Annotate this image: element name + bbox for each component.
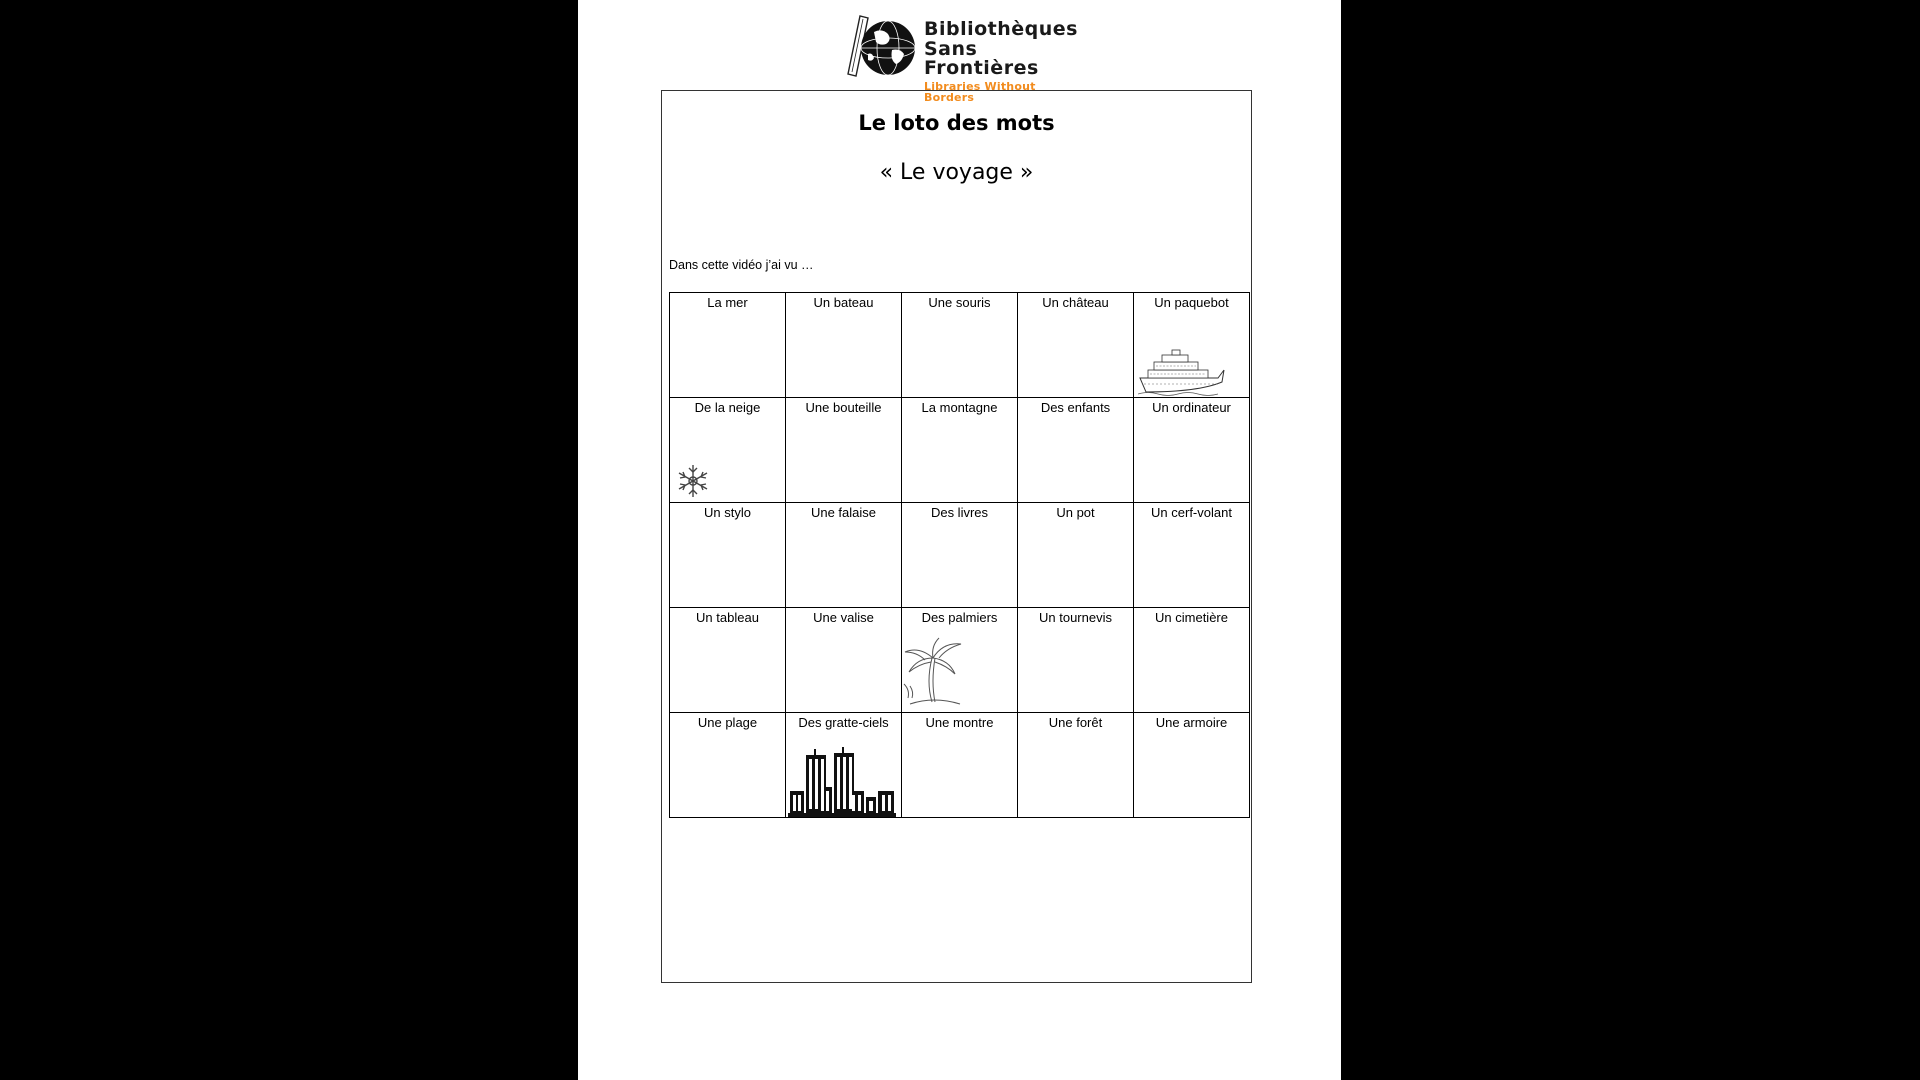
cell-label: Une bouteille	[805, 400, 882, 415]
cell-label: Des livres	[930, 505, 989, 520]
cell-label: Un stylo	[704, 505, 751, 520]
grid-cell	[670, 713, 786, 818]
grid-row	[670, 293, 1250, 398]
cell-label: Un bateau	[813, 295, 874, 310]
grid-cell	[902, 293, 1018, 398]
logo-tagline: Libraries Without Borders	[924, 80, 1036, 104]
grid-cell	[1018, 398, 1134, 503]
grid-cell	[1018, 608, 1134, 713]
logo-line-2: Sans Frontières	[924, 38, 1039, 79]
logo-line-1: Bibliothèques	[924, 18, 1078, 40]
grid-cell	[786, 293, 902, 398]
palm-tree-icon	[902, 636, 964, 706]
globe-with-book-icon	[838, 14, 920, 80]
cell-label: Un ordinateur	[1152, 400, 1231, 415]
cell-label: Un tournevis	[1039, 610, 1112, 625]
snowflake-icon	[676, 464, 710, 498]
cell-label: Un pot	[1056, 505, 1095, 520]
cell-label: Une montre	[925, 715, 994, 730]
cell-label: Un paquebot	[1154, 295, 1229, 310]
skyscrapers-icon	[788, 747, 896, 817]
grid-cell	[902, 608, 1018, 713]
cell-label: Un château	[1042, 295, 1109, 310]
grid-cell	[1134, 293, 1250, 398]
worksheet-frame	[661, 90, 1252, 983]
cell-label: Une forêt	[1048, 715, 1103, 730]
document-page	[578, 0, 1341, 1080]
grid-cell	[786, 608, 902, 713]
grid-cell	[786, 398, 902, 503]
cell-label: Des gratte-ciels	[798, 715, 889, 730]
grid-cell	[1018, 713, 1134, 818]
grid-cell	[1134, 503, 1250, 608]
grid-cell	[1134, 713, 1250, 818]
cell-label: De la neige	[694, 400, 761, 415]
grid-cell	[670, 503, 786, 608]
grid-cell	[670, 398, 786, 503]
grid-row	[670, 713, 1250, 818]
grid-cell	[902, 503, 1018, 608]
grid-cell	[1134, 608, 1250, 713]
grid-cell	[786, 503, 902, 608]
cell-label: Une falaise	[810, 505, 877, 520]
cell-label: Une armoire	[1155, 715, 1228, 730]
cell-label: Un cerf-volant	[1151, 505, 1232, 520]
cruise-ship-icon	[1138, 348, 1226, 396]
grid-row	[670, 608, 1250, 713]
grid-cell	[786, 713, 902, 818]
cell-label: La montagne	[921, 400, 998, 415]
worksheet-title: Le loto des mots	[858, 111, 1055, 135]
grid-cell	[670, 293, 786, 398]
grid-cell	[1018, 293, 1134, 398]
cell-label: La mer	[707, 295, 748, 310]
cell-label: Une valise	[813, 610, 874, 625]
cell-label: Une souris	[928, 295, 991, 310]
worksheet-intro: Dans cette vidéo j’ai vu …	[669, 258, 814, 272]
cell-label: Des enfants	[1040, 400, 1111, 415]
grid-cell	[670, 608, 786, 713]
cell-label: Un cimetière	[1155, 610, 1228, 625]
grid-row	[670, 398, 1250, 503]
grid-cell	[1018, 503, 1134, 608]
cell-label: Un tableau	[696, 610, 759, 625]
grid-cell	[1134, 398, 1250, 503]
grid-row	[670, 503, 1250, 608]
cell-label: Des palmiers	[921, 610, 998, 625]
grid-cell	[902, 398, 1018, 503]
bsf-logo	[838, 14, 1088, 104]
word-bingo-grid	[669, 292, 1250, 818]
cell-label: Une plage	[697, 715, 758, 730]
grid-cell	[902, 713, 1018, 818]
worksheet-subtitle: « Le voyage »	[879, 160, 1034, 185]
